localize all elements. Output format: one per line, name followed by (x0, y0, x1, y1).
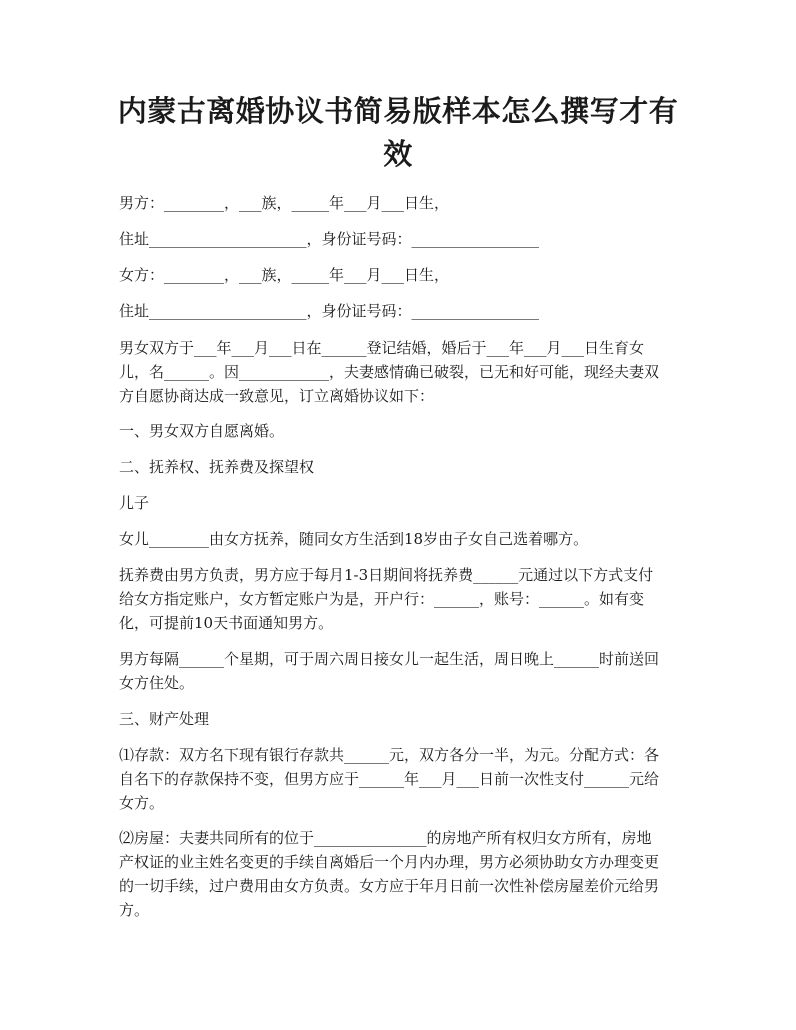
section-1-heading: 一、男女双方自愿离婚。 (119, 422, 285, 440)
section-2-heading: 二、抚养权、抚养费及探望权 (119, 458, 315, 476)
house-line-1: ⑵房屋：夫妻共同所有的位于_______________的房地产所有权归女方所有，房地 (119, 829, 652, 847)
male-party-line: 男方：________，___族，_____年___月___日生， (119, 194, 450, 212)
house-line-2: 产权证的业主姓名变更的手续自离婚后一个月内办理，男方必须协助女方办理变更 (119, 853, 660, 871)
daughter-custody-line: 女儿________由女方抚养，随同女方生活到18岁由子女自己选着哪方。 (119, 530, 589, 548)
intro-line-2: 儿，名______。因____________，夫妻感情确已破裂，已无和好可能，现经夫妻双 (119, 363, 660, 381)
document-title (100, 90, 696, 176)
support-line-1: 抚养费由男方负责，男方应于每月1-3日期间将抚养费______元通过以下方式支付 (119, 566, 654, 584)
deposit-paragraph (119, 743, 691, 815)
female-party-line: 女方：________，___族，_____年___月___日生， (119, 266, 450, 284)
title-line-1: 内蒙古离婚协议书简易版样本怎么撰写才有 (117, 94, 679, 128)
intro-line-1: 男女双方于___年___月___日在______登记结婚，婚后于___年___月___日生育女 (119, 339, 645, 357)
support-line-2: 给女方指定账户，女方暂定账户为是，开户行：______，账号：______。如有变 (119, 590, 645, 608)
house-line-4: 方。 (119, 901, 150, 919)
deposit-line-2: 自名下的存款保持不变，但男方应于______年___月___日前一次性支付______元给 (119, 770, 660, 788)
visit-line-2: 女方住处。 (119, 674, 195, 692)
intro-line-3: 方自愿协商达成一致意见，订立离婚协议如下： (119, 387, 435, 405)
support-line-3: 化，可提前10天书面通知男方。 (119, 614, 334, 632)
visit-line-1: 男方每隔______个星期，可于周六周日接女儿一起生活，周日晚上______时前送回 (119, 650, 660, 668)
house-paragraph (119, 826, 691, 922)
visitation-paragraph (119, 647, 691, 695)
child-support-paragraph (119, 563, 691, 635)
male-address-line: 住址_____________________，身份证号码：_________________ (119, 230, 540, 248)
deposit-line-3: 女方。 (119, 794, 165, 812)
title-line-2: 效 (383, 137, 413, 171)
deposit-line-1: ⑴存款：双方名下现有银行存款共______元，双方各分一半，为元。分配方式：各 (119, 746, 660, 764)
house-line-3: 的一切手续，过户费用由女方负责。女方应于年月日前一次性补偿房屋差价元给男 (119, 877, 660, 895)
section-3-heading: 三、财产处理 (119, 710, 210, 728)
marriage-intro-paragraph (119, 336, 691, 408)
female-address-line: 住址_____________________，身份证号码：_________________ (119, 302, 540, 320)
son-line: 儿子 (119, 494, 150, 512)
